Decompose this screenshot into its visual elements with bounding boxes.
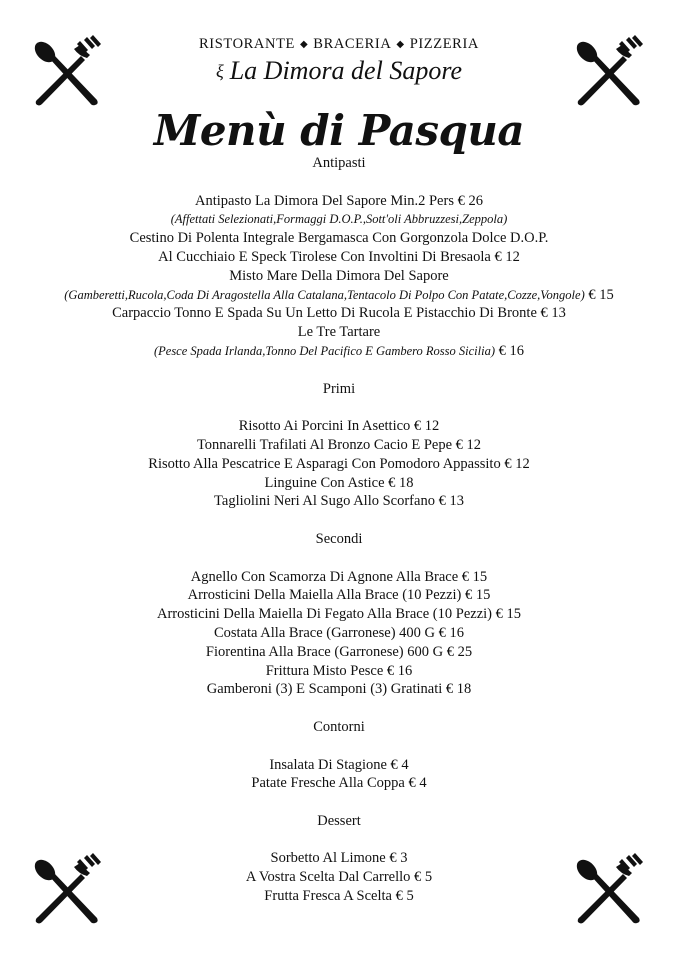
item-price: € 15 [584, 286, 614, 303]
section-title: Secondi [315, 530, 363, 547]
restaurant-name-text: La Dimora del Sapore [229, 56, 463, 85]
menu-item: Misto Mare Della Dimora Del Sapore [229, 267, 449, 284]
menu-item: Sorbetto Al Limone € 3 [270, 850, 408, 867]
separator-diamond: ◆ [396, 39, 405, 50]
item-description: (Gamberetti,Rucola,Coda Di Aragostella Alla Catalana,Tentacolo Di Polpo Con Patate,Cozze,Vongole) [64, 287, 585, 302]
menu-item: Tonnarelli Trafilati Al Bronzo Cacio E Pepe € 12 [196, 436, 482, 453]
section-title: Primi [322, 380, 356, 397]
menu-item: Frittura Misto Pesce € 16 [265, 662, 413, 679]
menu-item: Linguine Con Astice € 18 [264, 474, 414, 491]
menu-item [0, 342, 678, 361]
menu-item: Costata Alla Brace (Garronese) 400 G € 16 [213, 624, 465, 641]
menu-section-antipasti [0, 154, 678, 380]
section-gap [0, 699, 678, 718]
menu-item: Gamberoni (3) E Scamponi (3) Gratinati € 18 [206, 681, 472, 698]
menu-item: Arrosticini Della Maiella Alla Brace (10 Pezzi) € 15 [187, 587, 491, 604]
item-description: (Pesce Spada Irlanda,Tonno Del Pacifico E Gambero Rosso Sicilia) [153, 343, 496, 358]
section-gap [0, 793, 678, 812]
menu-section-contorni [0, 718, 678, 812]
restaurant-categories [0, 36, 678, 53]
section-title: Antipasti [312, 155, 366, 171]
menu-item: Insalata Di Stagione € 4 [269, 756, 409, 773]
item-price: € 16 [495, 342, 525, 359]
section-gap [0, 361, 678, 380]
logo-mark: ξ [215, 61, 224, 81]
menu-item: Agnello Con Scamorza Di Agnone Alla Brace € 15 [190, 568, 488, 585]
menu-item: Risotto Ai Porcini In Asettico € 12 [238, 418, 440, 435]
menu-section-primi [0, 380, 678, 530]
menu-item: Fiorentina Alla Brace (Garronese) 600 G € 25 [205, 643, 473, 660]
category-braceria: BRACERIA [313, 36, 392, 52]
menu-item: Carpaccio Tonno E Spada Su Un Letto Di Rucola E Pistacchio Di Bronte € 13 [112, 305, 566, 322]
menu-item: Risotto Alla Pescatrice E Asparagi Con Pomodoro Appassito € 12 [148, 455, 530, 472]
section-title: Contorni [313, 718, 365, 735]
section-gap [0, 511, 678, 530]
menu-item [0, 286, 678, 305]
menu-item: Cestino Di Polenta Integrale Bergamasca Con Gorgonzola Dolce D.O.P. [129, 230, 549, 247]
menu-item: Le Tre Tartare [297, 324, 381, 341]
menu-item: Patate Fresche Alla Coppa € 4 [251, 775, 427, 792]
menu-item: Al Cucchiaio E Speck Tirolese Con Involtini Di Bresaola € 12 [158, 248, 520, 265]
menu-section-dessert [0, 812, 678, 906]
menu-item: Tagliolini Neri Al Sugo Allo Scorfano € 13 [214, 493, 464, 510]
restaurant-name [0, 56, 678, 86]
menu-item: A Vostra Scelta Dal Carrello € 5 [245, 869, 433, 886]
section-title: Dessert [317, 812, 361, 829]
menu-content [0, 154, 678, 906]
item-description: (Affettati Selezionati,Formaggi D.O.P.,Sott'oli Abbruzzesi,Zeppola) [170, 212, 508, 227]
menu-title: Menù di Pasqua [153, 106, 525, 155]
category-ristorante: RISTORANTE [199, 36, 295, 52]
menu-item: Arrosticini Della Maiella Di Fegato Alla Brace (10 Pezzi) € 15 [156, 606, 521, 623]
separator-diamond: ◆ [300, 39, 309, 50]
menu-item: Antipasto La Dimora Del Sapore Min.2 Pers € 26 [195, 192, 483, 209]
menu-item [0, 210, 678, 229]
menu-item: Frutta Fresca A Scelta € 5 [264, 888, 414, 905]
menu-section-secondi [0, 530, 678, 718]
category-pizzeria: PIZZERIA [409, 36, 479, 52]
